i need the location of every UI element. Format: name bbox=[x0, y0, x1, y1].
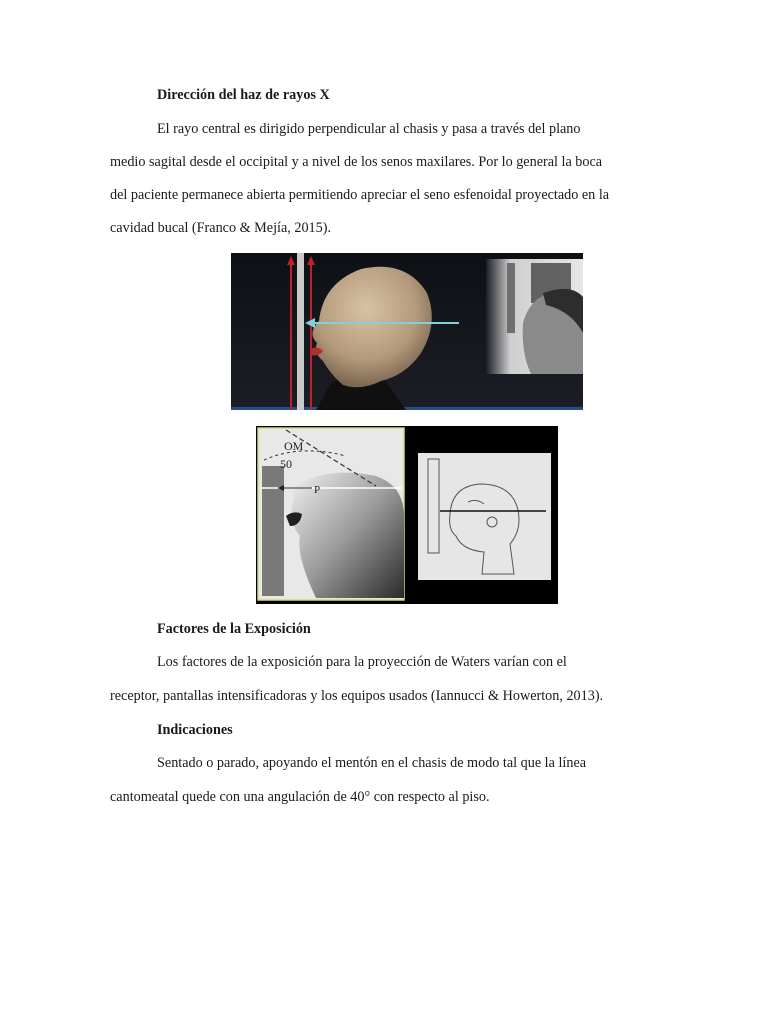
paragraph-line: El rayo central es dirigido perpendicular al chasis y pasa a través del plano bbox=[157, 121, 581, 137]
paragraph-line: Sentado o parado, apoyando el mentón en el chasis de modo tal que la línea bbox=[157, 755, 587, 771]
label-angle-50: 50 bbox=[280, 457, 292, 471]
paragraph-line: cantomeatal quede con una angulación de 40° con respecto al piso. bbox=[110, 789, 490, 805]
paragraph-line: receptor, pantallas intensificadoras y los equipos usados (Iannucci & Howerton, 2013). bbox=[110, 688, 604, 704]
waters-angle-diagram-image bbox=[256, 426, 558, 604]
paragraph-line: cavidad bucal (Franco & Mejía, 2015). bbox=[110, 220, 332, 236]
heading-beam-direction: Dirección del haz de rayos X bbox=[157, 87, 330, 103]
paragraph-line: medio sagital desde el occipital y a nivel de los senos maxilares. Por lo general la boca bbox=[110, 154, 603, 170]
heading-indications: Indicaciones bbox=[157, 722, 233, 738]
paragraph-line: Los factores de la exposición para la proyección de Waters varían con el bbox=[157, 654, 567, 670]
label-p: P bbox=[314, 484, 321, 496]
xray-beam-mannequin-image bbox=[231, 253, 583, 410]
heading-exposure-factors: Factores de la Exposición bbox=[157, 621, 311, 637]
label-om: OM bbox=[284, 439, 304, 453]
paragraph-line: del paciente permanece abierta permitiendo apreciar el seno esfenoidal proyectado en la bbox=[110, 187, 610, 203]
